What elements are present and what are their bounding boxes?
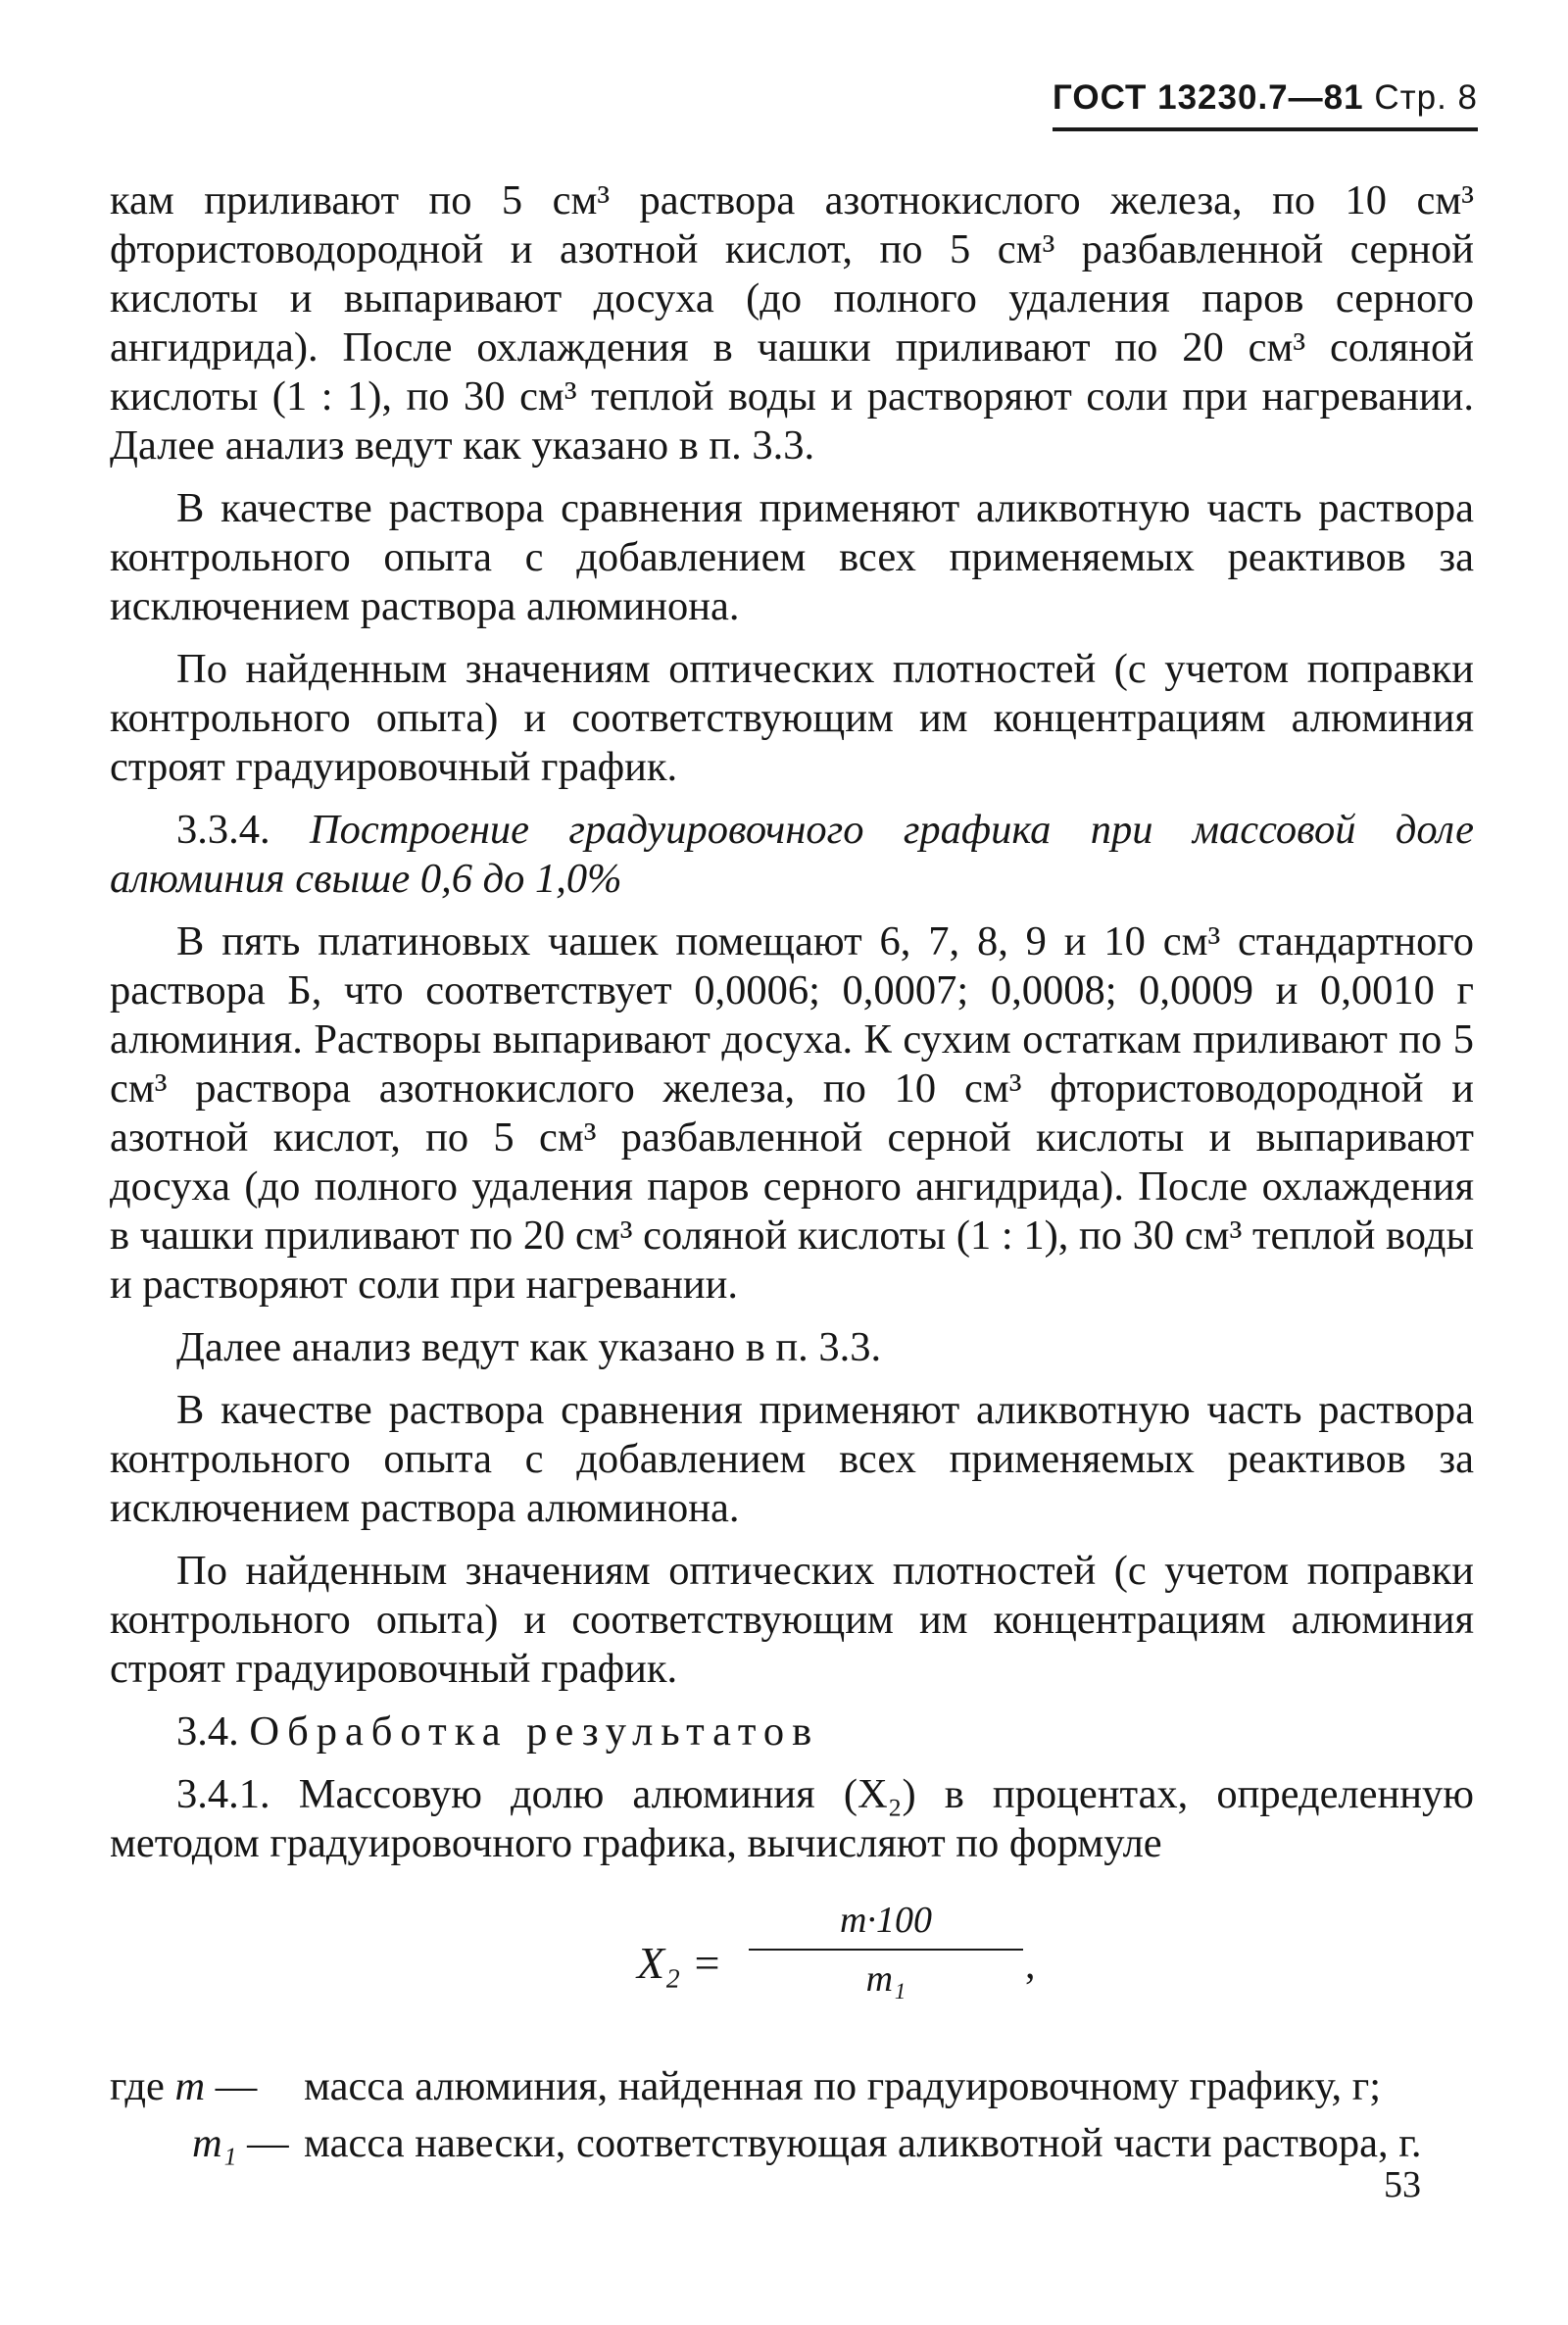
definition-row: [110, 2062, 1474, 2111]
page-header: [1053, 78, 1478, 131]
formula-numerator: m·100: [840, 1900, 932, 1941]
page-label: Стр. 8: [1374, 78, 1478, 117]
section-title: Обработка результатов: [249, 1708, 820, 1755]
paragraph-reference-solution-2: В качестве раствора сравнения применяют аликвотную часть раствора контрольного опыта с добавлением всех применяемых реактивов за исключением раствора алюминона.: [110, 1387, 1474, 1531]
where-word: где: [110, 2063, 165, 2109]
subsection-heading: [110, 806, 1474, 904]
definition-dash: —: [247, 2120, 289, 2166]
document-body: [110, 176, 1474, 2176]
definition-text: масса навески, соответствующая аликвотной части раствора, г.: [304, 2120, 1422, 2166]
section-heading: [110, 1707, 1474, 1756]
fraction-bar: [749, 1949, 1023, 1951]
page-number: 53: [1384, 2164, 1421, 2205]
definition-key: [110, 2062, 304, 2111]
formula-fraction: [749, 1896, 1023, 2003]
subsection-title: Построение градуировочного графика при массовой доле алюминия свыше 0,6 до 1,0%: [110, 807, 1474, 902]
formula-denominator: m₁: [865, 1958, 906, 2000]
formula-comma: ,: [1025, 1943, 1036, 1988]
paragraph-continuation: кам приливают по 5 см³ раствора азотнокислого железа, по 10 см³ фтористоводородной и азотной кислот, по 5 см³ разбавленной серной кислоты и выпаривают досуха (до полного удаления паров серного ангидрида). После охлаждения в чашки приливают по 20 см³ соляной кислоты (1 : 1), по 30 см³ теплой воды и растворяют соли при нагревании. Далее анализ ведут как указано в п. 3.3.: [110, 177, 1474, 469]
formula: [110, 1896, 1474, 2043]
paragraph-formula-intro: 3.4.1. Массовую долю алюминия (X₂) в процентах, определенную методом градуировочного графика, вычисляют по формуле: [110, 1771, 1474, 1866]
definition-dash: —: [215, 2063, 258, 2109]
variable-definitions: [110, 2062, 1474, 2168]
paragraph-reference-solution: В качестве раствора сравнения применяют аликвотную часть раствора контрольного опыта с добавлением всех применяемых реактивов за исключением раствора алюминона.: [110, 485, 1474, 629]
definition-row: [110, 2119, 1474, 2168]
standard-number: ГОСТ 13230.7—81: [1053, 78, 1364, 117]
paragraph-calibration-graph: По найденным значениям оптических плотностей (с учетом поправки контрольного опыта) и соответствующим им концентрациям алюминия строят градуировочный график.: [110, 646, 1474, 790]
paragraph-further-analysis: Далее анализ ведут как указано в п. 3.3.: [176, 1324, 882, 1370]
definition-text: масса алюминия, найденная по градуировочному графику, г;: [304, 2063, 1382, 2109]
subsection-number: 3.3.4.: [176, 807, 270, 853]
definition-symbol: m₁: [192, 2120, 237, 2166]
definition-key: [110, 2119, 304, 2168]
paragraph-calibration-graph-2: По найденным значениям оптических плотностей (с учетом поправки контрольного опыта) и соответствующим им концентрациям алюминия строят градуировочный график.: [110, 1548, 1474, 1692]
section-number: 3.4.: [176, 1708, 239, 1755]
definition-symbol: m: [174, 2063, 206, 2109]
formula-lhs: X₂ =: [637, 1938, 722, 1988]
paragraph-procedure: В пять платиновых чашек помещают 6, 7, 8, 9 и 10 см³ стандартного раствора Б, что соответствует 0,0006; 0,0007; 0,0008; 0,0009 и 0,0010 г алюминия. Растворы выпаривают досуха. К сухим остаткам приливают по 5 см³ раствора азотнокислого железа, по 10 см³ фтористоводородной и азотной кислот, по 5 см³ разбавленной серной кислоты и выпаривают досуха (до полного удаления паров серного ангидрида). После охлаждения в чашки приливают по 20 см³ соляной кислоты (1 : 1), по 30 см³ теплой воды и растворяют соли при нагревании.: [110, 918, 1474, 1308]
